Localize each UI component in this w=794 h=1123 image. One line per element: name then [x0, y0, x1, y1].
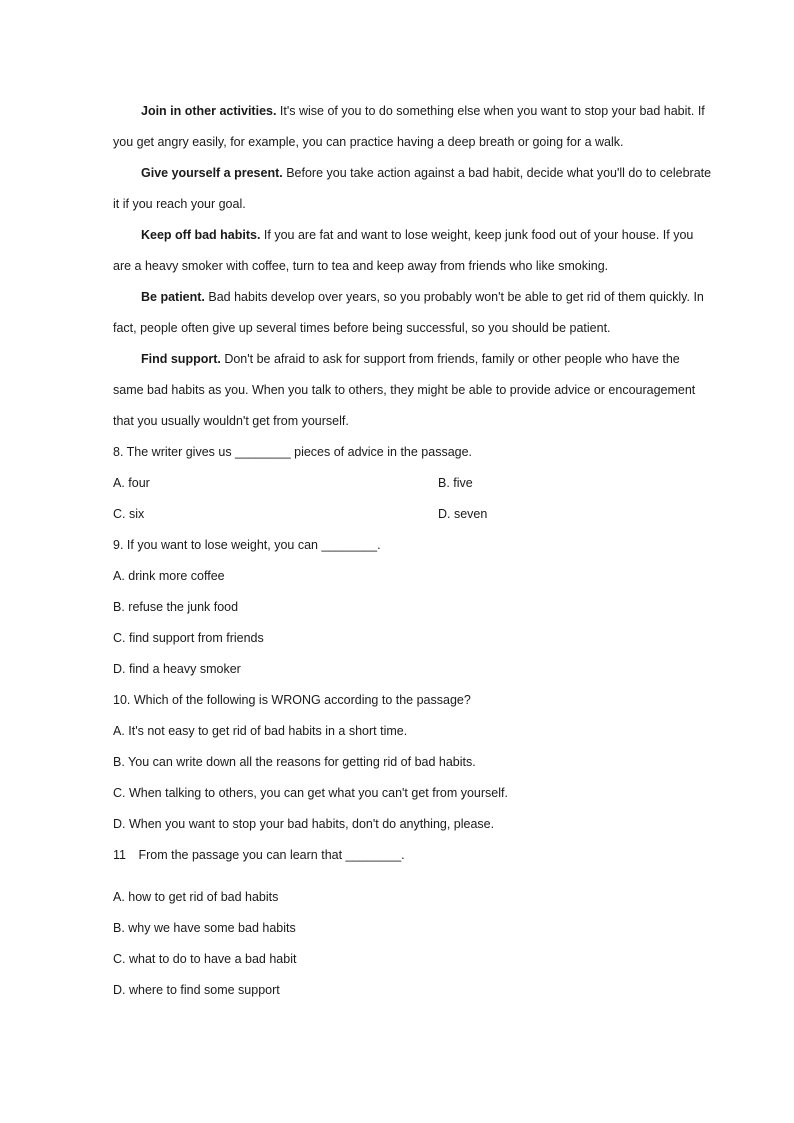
question-8-option-c: C. six: [113, 507, 145, 521]
paragraph-heading: Be patient.: [141, 290, 205, 304]
question-8-stem: 8. The writer gives us ________ pieces of advice in the passage.: [113, 445, 473, 459]
question-11-option-a: A. how to get rid of bad habits: [113, 890, 279, 904]
question-9-option-c: C. find support from friends: [113, 631, 264, 645]
question-11-option-d: D. where to find some support: [113, 983, 280, 997]
paragraph-text: Don't be afraid to ask for support from friends, family or other people who have the same bad habits as you. When you talk to others, they might be able to provide advice or encouragement that you usually wouldn't get from yourself.: [113, 352, 696, 428]
question-10-option-b: B. You can write down all the reasons for getting rid of bad habits.: [113, 755, 476, 769]
question-9-stem: 9. If you want to lose weight, you can ________.: [113, 538, 381, 552]
question-9-option-a: A. drink more coffee: [113, 569, 225, 583]
paragraph-heading: Keep off bad habits.: [141, 228, 261, 242]
question-8-option-a: A. four: [113, 476, 150, 490]
paragraph-heading: Give yourself a present.: [141, 166, 283, 180]
passage-paragraph-1: [113, 96, 713, 158]
question-9-option-b: B. refuse the junk food: [113, 600, 239, 614]
question-9-option-d: D. find a heavy smoker: [113, 662, 241, 676]
question-10-option-c: C. When talking to others, you can get what you can't get from yourself.: [113, 786, 508, 800]
passage-paragraph-3: [113, 220, 713, 282]
paragraph-text: Bad habits develop over years, so you probably won't be able to get rid of them quickly. In fact, people often give up several times before being successful, so you should be patient.: [113, 290, 704, 335]
question-8-option-d: D. seven: [438, 507, 488, 521]
paragraph-text: Before you take action against a bad habit, decide what you'll do to celebrate it if you reach your goal.: [113, 166, 712, 211]
question-10-option-a: A. It's not easy to get rid of bad habits in a short time.: [113, 724, 408, 738]
passage-paragraph-5: [113, 344, 713, 437]
passage-paragraph-2: [113, 158, 713, 220]
question-11-option-b: B. why we have some bad habits: [113, 921, 296, 935]
document-content: [113, 96, 713, 1006]
question-8-options-row-2: [113, 499, 713, 530]
question-11-option-c: C. what to do to have a bad habit: [113, 952, 297, 966]
question-8-options-row-1: [113, 468, 713, 499]
paragraph-text: It's wise of you to do something else when you want to stop your bad habit. If you get angry easily, for example, you can practice having a deep breath or going for a walk.: [113, 104, 705, 149]
paragraph-text: If you are fat and want to lose weight, keep junk food out of your house. If you are a heavy smoker with coffee, turn to tea and keep away from friends who like smoking.: [113, 228, 694, 273]
question-8-option-b: B. five: [438, 476, 473, 490]
paragraph-heading: Join in other activities.: [141, 104, 277, 118]
question-11-stem: 11 From the passage you can learn that ________.: [113, 848, 405, 862]
question-10-option-d: D. When you want to stop your bad habits, don't do anything, please.: [113, 817, 495, 831]
passage-paragraph-4: [113, 282, 713, 344]
paragraph-heading: Find support.: [141, 352, 221, 366]
question-10-stem: 10. Which of the following is WRONG according to the passage?: [113, 693, 471, 707]
